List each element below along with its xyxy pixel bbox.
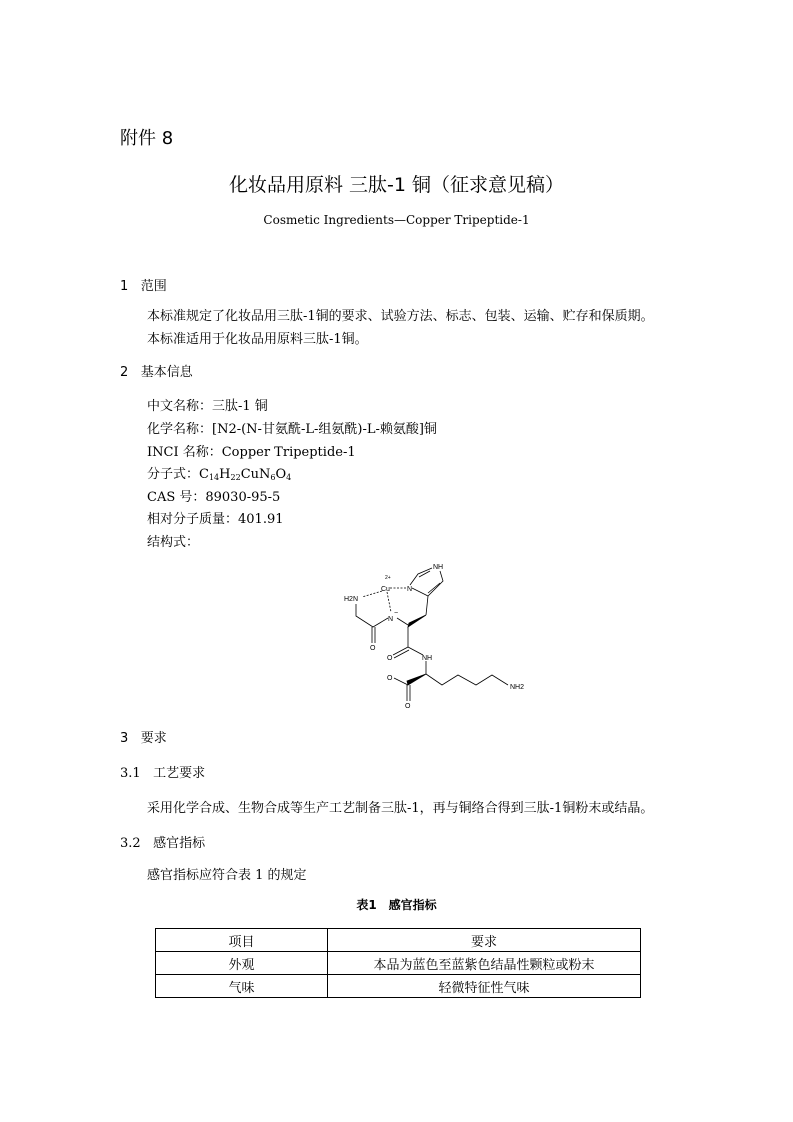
section-number: 3 bbox=[120, 731, 129, 746]
sensory-table bbox=[155, 928, 641, 998]
section-title: 工艺要求 bbox=[153, 766, 206, 781]
f: CuN bbox=[240, 467, 271, 482]
f: H bbox=[219, 467, 231, 482]
section-title: 要求 bbox=[140, 731, 167, 746]
f: O bbox=[275, 467, 287, 482]
table-header-row bbox=[156, 929, 641, 952]
f: 4 bbox=[286, 473, 292, 482]
table-row bbox=[156, 952, 641, 975]
section-title: 范围 bbox=[140, 279, 167, 294]
subtitle: Cosmetic Ingredients—Copper Tripeptide-1 bbox=[263, 213, 530, 227]
atom-label: Cu bbox=[381, 586, 390, 593]
section-3-heading bbox=[120, 727, 167, 746]
paragraph: 本标准适用于化妆品用原料三肽-1铜。 bbox=[147, 332, 368, 347]
structural-formula bbox=[330, 555, 530, 715]
atom-label: O bbox=[387, 655, 393, 662]
atom-label: N bbox=[388, 616, 394, 623]
atom-label: N bbox=[407, 586, 413, 593]
structure-label: 结构式： bbox=[147, 535, 200, 550]
table-cell: 气味 bbox=[156, 975, 328, 998]
table-cell: 外观 bbox=[156, 952, 328, 975]
table-cell: 本品为蓝色至蓝紫色结晶性颗粒或粉末 bbox=[328, 952, 641, 975]
atom-label: O bbox=[370, 645, 376, 652]
section-title: 感官指标 bbox=[153, 836, 206, 851]
atom-label: − bbox=[394, 610, 399, 617]
molecular-formula bbox=[147, 463, 291, 482]
column-header: 项目 bbox=[156, 929, 328, 952]
paragraph: 本标准规定了化妆品用三肽-1铜的要求、试验方法、标志、包装、运输、贮存和保质期。 bbox=[147, 309, 654, 324]
f: 14 bbox=[208, 473, 220, 482]
inci-name: INCI 名称：Copper Tripeptide-1 bbox=[147, 445, 356, 460]
section-1-heading bbox=[120, 275, 167, 294]
column-header: 要求 bbox=[328, 929, 641, 952]
section-number: 2 bbox=[120, 365, 129, 380]
page-title: 化妆品用原料 三肽-1 铜（征求意见稿） bbox=[228, 174, 565, 196]
atom-label: H2N bbox=[344, 596, 359, 603]
f: C bbox=[199, 467, 209, 482]
atom-label: NH2 bbox=[510, 684, 525, 691]
table-cell: 轻微特征性气味 bbox=[328, 975, 641, 998]
f: 22 bbox=[230, 473, 241, 482]
section-number: 3.1 bbox=[120, 766, 141, 781]
cas-number: CAS 号：89030-95-5 bbox=[147, 490, 281, 505]
section-number: 1 bbox=[120, 279, 129, 294]
section-3-2-heading bbox=[120, 832, 205, 851]
atom-label: 2+ bbox=[385, 575, 391, 581]
table-row bbox=[156, 975, 641, 998]
section-3-1-heading bbox=[120, 762, 205, 781]
section-2-heading bbox=[120, 361, 193, 380]
paragraph: 感官指标应符合表 1 的规定 bbox=[147, 868, 307, 883]
chinese-name: 中文名称：三肽-1 铜 bbox=[147, 399, 268, 414]
section-number: 3.2 bbox=[120, 836, 141, 851]
atom-label: NH bbox=[433, 564, 444, 571]
atom-label: O bbox=[387, 675, 393, 682]
molecular-weight: 相对分子质量：401.91 bbox=[147, 512, 284, 527]
annex-label: 附件 8 bbox=[120, 128, 174, 149]
paragraph: 采用化学合成、生物合成等生产工艺制备三肽-1，再与铜络合得到三肽-1铜粉末或结晶。 bbox=[147, 801, 654, 816]
atom-label: NH bbox=[422, 655, 433, 662]
label: 分子式： bbox=[147, 467, 200, 482]
table-caption: 表1 感官指标 bbox=[356, 898, 437, 912]
atom-label: O bbox=[405, 703, 411, 710]
f: 6 bbox=[270, 473, 276, 482]
section-title: 基本信息 bbox=[140, 365, 193, 380]
chemical-name: 化学名称：[N2-(N-甘氨酰-L-组氨酰)-L-赖氨酸]铜 bbox=[147, 422, 437, 437]
